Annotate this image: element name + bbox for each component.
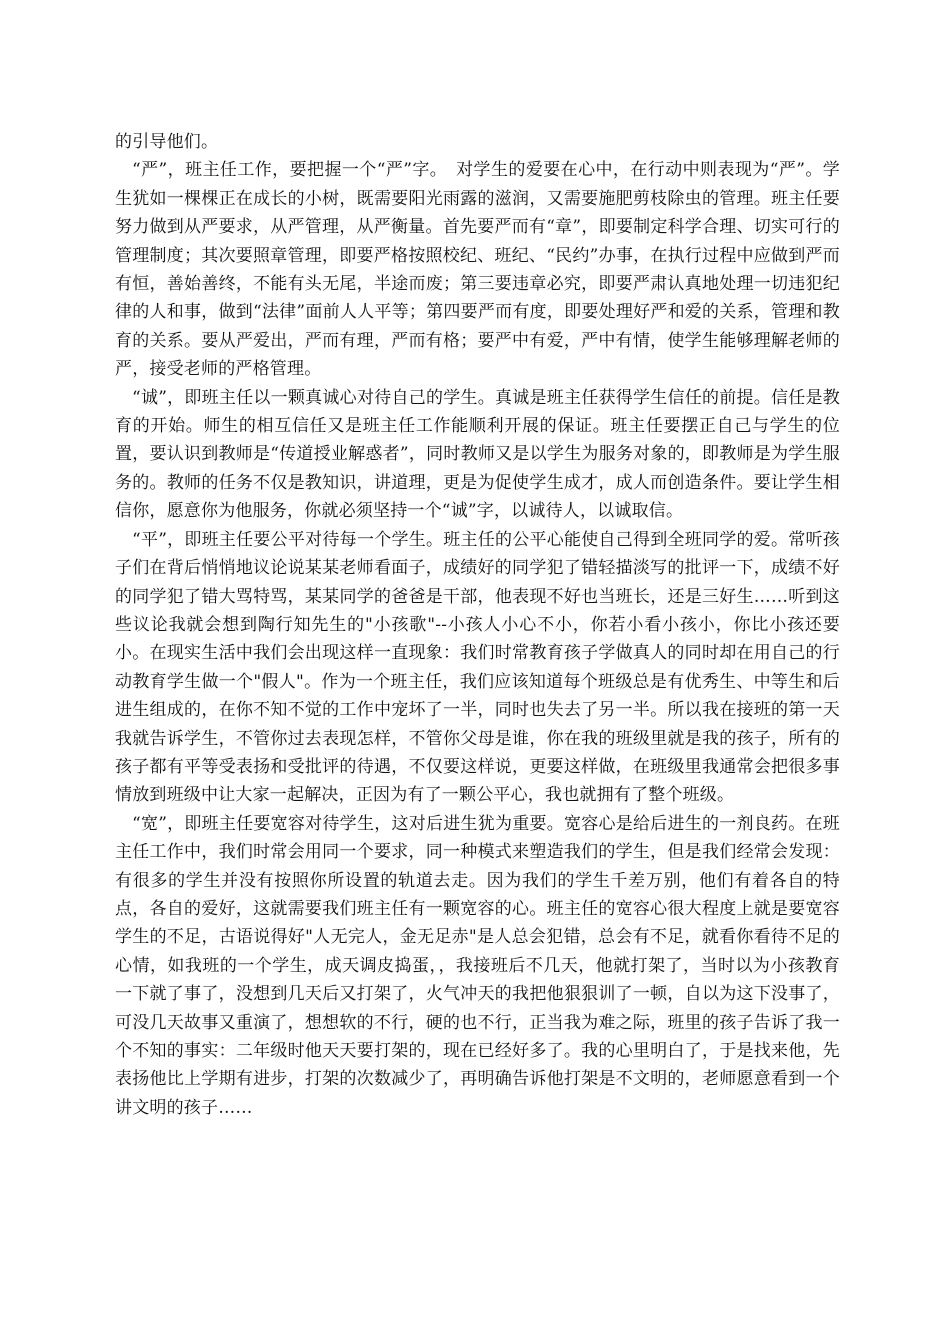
- paragraph-fair: “平”，即班主任要公平对待每一个学生。班主任的公平心能使自己得到全班同学的爱。常听孩子们在背后悄悄地议论说某某老师看面子，成绩好的同学犯了错轻描淡写的批评一下，成绩不好的同学犯了错大骂特骂，某某同学的爸爸是干部，他表现不好也当班长，还是三好生……听到这些议论我就会想到陶行知先生的"小孩歌"--小孩人小心不小，你若小看小孩小，你比小孩还要小。在现实生活中我们会出现这样一直现象：我们时常教育孩子学做真人的同时却在用自己的行动教育学生做一个"假人"。作为一个班主任，我们应该知道每个班级总是有优秀生、中等生和后进生组成的，在你不知不觉的工作中宠坏了一半，同时也失去了另一半。所以我在接班的第一天我就告诉学生，不管你过去表现怎样，不管你父母是谁，你在我的班级里就是我的孩子，所有的孩子都有平等受表扬和受批评的待遇，不仅要这样说，更要这样做，在班级里我通常会把很多事情放到班级中让大家一起解决，正因为有了一颗公平心，我也就拥有了整个班级。: [115, 529, 840, 806]
- paragraph-tolerant: “宽”，即班主任要宽容对待学生，这对后进生犹为重要。宽容心是给后进生的一剂良药。在班主任工作中，我们时常会用同一个要求，同一种模式来塑造我们的学生，但是我们经常会发现：有很多的学生并没有按照你所设置的轨道去走。因为我们的学生千差万别，他们有着各自的特点，各自的爱好，这就需要我们班主任有一颗宽容的心。班主任的宽容心很大程度上就是要宽容学生的不足，古语说得好"人无完人，金无足赤"是人总会犯错，总会有不足，就看你看待不足的心情，如我班的一个学生，成天调皮捣蛋，，我接班后不几天，他就打架了，当时以为小孩教育一下就了事了，没想到几天后又打架了，火气冲天的我把他狠狠训了一顿，自以为这下没事了，可没几天故事又重演了，想想软的不行，硬的也不行，正当我为难之际，班里的孩子告诉了我一个不知的事实：二年级时他天天要打架的，现在已经好多了。我的心里明白了，于是找来他，先表扬他比上学期有进步，打架的次数减少了，再明确告诉他打架是不文明的，老师愿意看到一个讲文明的孩子……: [115, 813, 840, 1118]
- document-body: [115, 128, 840, 1122]
- paragraph-sincere: “诚”，即班主任以一颗真诚心对待自己的学生。真诚是班主任获得学生信任的前提。信任是教育的开始。师生的相互信任又是班主任工作能顺利开展的保证。班主任要摆正自己与学生的位置，要认识到教师是“传道授业解惑者”，同时教师又是以学生为服务对象的，即教师是为学生服务的。教师的任务不仅是教知识，讲道理，更是为促使学生成才，成人而创造条件。要让学生相信你，愿意你为他服务，你就必须坚持一个“诚”字，以诚待人，以诚取信。: [115, 387, 840, 522]
- paragraph-continuation: 的引导他们。: [115, 132, 219, 152]
- paragraph-strict: “严”，班主任工作，要把握一个“严”字。 对学生的爱要在心中，在行动中则表现为“严”。学生犹如一棵棵正在成长的小树，既需要阳光雨露的滋润，又需要施肥剪枝除虫的管理。班主任要努力做到从严要求，从严管理，从严衡量。首先要严而有“章”，即要制定科学合理、切实可行的管理制度；其次要照章管理，即要严格按照校纪、班纪、“民约”办事，在执行过程中应做到严而有恒，善始善终，不能有头无尾，半途而废；第三要违章必究，即要严肃认真地处理一切违犯纪律的人和事，做到“法律”面前人人平等；第四要严而有度，即要处理好严和爱的关系，管理和教育的关系。要从严爱出，严而有理，严而有格；要严中有爱，严中有情，使学生能够理解老师的严，接受老师的严格管理。: [115, 160, 840, 380]
